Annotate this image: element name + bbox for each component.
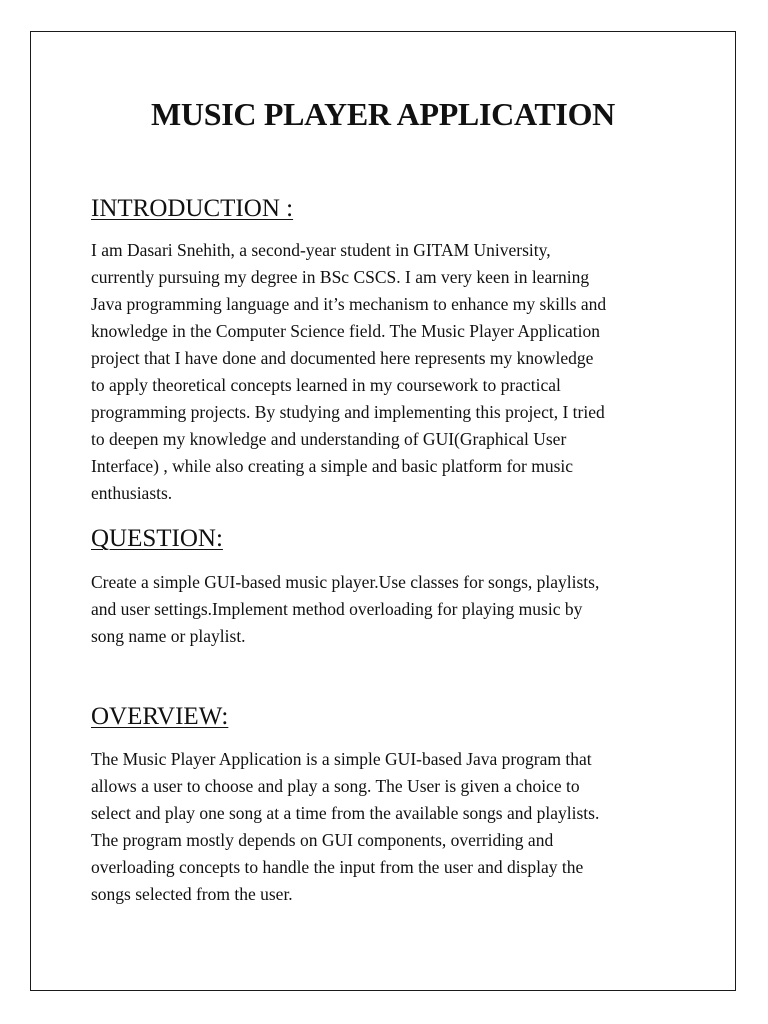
- body-line: to apply theoretical concepts learned in my coursework to practical: [91, 375, 561, 395]
- body-line: The Music Player Application is a simple GUI-based Java program that: [91, 749, 592, 769]
- body-line: currently pursuing my degree in BSc CSCS. I am very keen in learning: [91, 267, 590, 287]
- section-heading-overview: OVERVIEW:: [91, 703, 229, 730]
- section-body-overview: [91, 746, 691, 908]
- body-line: song name or playlist.: [91, 626, 246, 646]
- body-line: The program mostly depends on GUI components, overriding and: [91, 830, 554, 850]
- body-line: knowledge in the Computer Science field. The Music Player Application: [91, 321, 601, 341]
- body-line: project that I have done and documented here represents my knowledge: [91, 348, 594, 368]
- body-line: allows a user to choose and play a song. The User is given a choice to: [91, 776, 580, 796]
- body-line: select and play one song at a time from the available songs and playlists.: [91, 803, 600, 823]
- document-title: MUSIC PLAYER APPLICATION: [151, 96, 615, 132]
- section-body-question: [91, 569, 691, 650]
- section-heading-introduction: INTRODUCTION :: [91, 195, 294, 222]
- body-line: Interface) , while also creating a simple and basic platform for music: [91, 456, 574, 476]
- body-line: programming projects. By studying and implementing this project, I tried: [91, 402, 605, 422]
- body-line: songs selected from the user.: [91, 884, 293, 904]
- section-heading-question: QUESTION:: [91, 525, 223, 552]
- body-line: to deepen my knowledge and understanding of GUI(Graphical User: [91, 429, 567, 449]
- body-line: Create a simple GUI-based music player.Use classes for songs, playlists,: [91, 572, 600, 592]
- body-line: I am Dasari Snehith, a second-year student in GITAM University,: [91, 240, 551, 260]
- body-line: overloading concepts to handle the input from the user and display the: [91, 857, 584, 877]
- body-line: and user settings.Implement method overloading for playing music by: [91, 599, 583, 619]
- body-line: enthusiasts.: [91, 483, 173, 503]
- body-line: Java programming language and it’s mechanism to enhance my skills and: [91, 294, 607, 314]
- section-body-introduction: [91, 237, 691, 507]
